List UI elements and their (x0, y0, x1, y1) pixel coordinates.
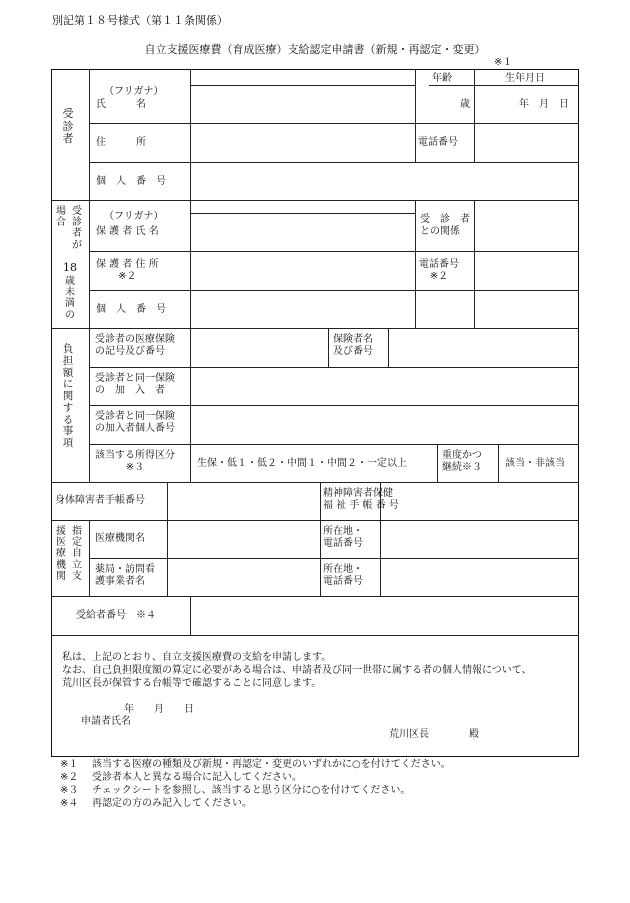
form-title: 自立支援医療費（育成医療）支給認定申請書（新規・再認定・変更） (144, 43, 486, 56)
declaration-line1: 私は、上記のとおり、自立支援医療費の支給を申請します。 (62, 652, 332, 663)
patient-name-kana: （フリガナ） (104, 86, 164, 97)
footnote-mark: ※３ (60, 785, 79, 796)
declaration-line2: なお、自己負担限度額の算定に必要がある場合は、申請者及び同一世帯に属する者の個人情報について、 (62, 665, 532, 676)
age-header: 年齢 (432, 73, 452, 84)
guardian-address-label: 保 護 者 住 所 ※２ (96, 259, 159, 282)
pharmacy-name-label: 薬局・訪問看 護事業者名 (95, 564, 155, 587)
mental-disability-label: 精神障害者保健 福 祉 手 帳 番 号 (323, 488, 399, 511)
insurer-name-label: 保険者名 及び番号 (333, 334, 373, 357)
guardian-name-label: 保 護 者 氏 名 (96, 226, 159, 237)
guardian-relationship-label: 受 診 者 との関係 (420, 214, 470, 237)
title-note: ※１ (494, 57, 513, 68)
age-unit: 歳 (460, 99, 470, 110)
footnote-text: 再認定の方のみ記入してください。 (92, 798, 252, 809)
footnote-mark: ※１ (60, 759, 79, 770)
applicable-options[interactable]: 該当・非該当 (505, 458, 565, 469)
patient-phone-label: 電話番号 (418, 137, 458, 148)
patient-section-label: 受 診 者 (62, 107, 74, 146)
patient-name-label: 氏 名 (96, 99, 146, 110)
birthdate-header: 生年月日 (505, 73, 545, 84)
medical-institution-label: 医療機関名 (95, 533, 145, 544)
patient-personal-number-label: 個 人 番 号 (96, 176, 166, 187)
pharmacy-address-label: 所在地・ 電話番号 (323, 564, 363, 587)
guardian-phone-label: 電話番号 ※２ (419, 259, 459, 282)
insurance-symbol-label: 受診者の医療保険 の記号及び番号 (95, 334, 175, 357)
birthdate-units: 年 月 日 (519, 99, 569, 110)
burden-section-label: 負 担 額 に 関 す る 事 項 (62, 343, 74, 449)
income-category-label: 該当する所得区分 ※３ (95, 450, 175, 473)
same-insurance-number-label: 受診者と同一保険 の加入者個人番号 (95, 411, 175, 434)
physical-disability-label: 身体障害者手帳番号 (55, 495, 145, 506)
footnote-mark: ※４ (60, 798, 79, 809)
guardian-personal-number-label: 個 人 番 号 (96, 304, 166, 315)
serious-continuous-label: 重度かつ 継続※３ (442, 450, 482, 473)
form-number: 別記第１８号様式（第１１条関係） (52, 14, 228, 27)
footnote-text: チェックシートを参照し、該当すると思う区分に○を付けてください。 (92, 785, 411, 796)
income-options[interactable]: 生保・低１・低２・中間１・中間２・一定以上 (197, 458, 407, 469)
footnote-text: 受診者本人と異なる場合に記入してください。 (92, 772, 302, 783)
patient-address-label: 住 所 (96, 137, 146, 148)
medical-address-label: 所在地・ 電話番号 (323, 526, 363, 549)
addressee: 荒川区長 殿 (389, 729, 479, 740)
same-insurance-member-label: 受診者と同一保険 の 加 入 者 (95, 373, 175, 396)
guardian-name-kana: （フリガナ） (104, 211, 164, 222)
footnote-text: 該当する医療の種類及び新規・再認定・変更のいずれかに○を付けてください。 (92, 759, 451, 770)
declaration-line3: 荒川区長が保管する台帳等で確認することに同意します。 (62, 678, 322, 689)
application-date: 年 月 日 (124, 704, 194, 715)
recipient-number-label: 受給者番号 ※４ (76, 610, 156, 621)
applicant-name-label: 申請者氏名 (81, 716, 131, 727)
footnote-mark: ※２ (60, 772, 79, 783)
